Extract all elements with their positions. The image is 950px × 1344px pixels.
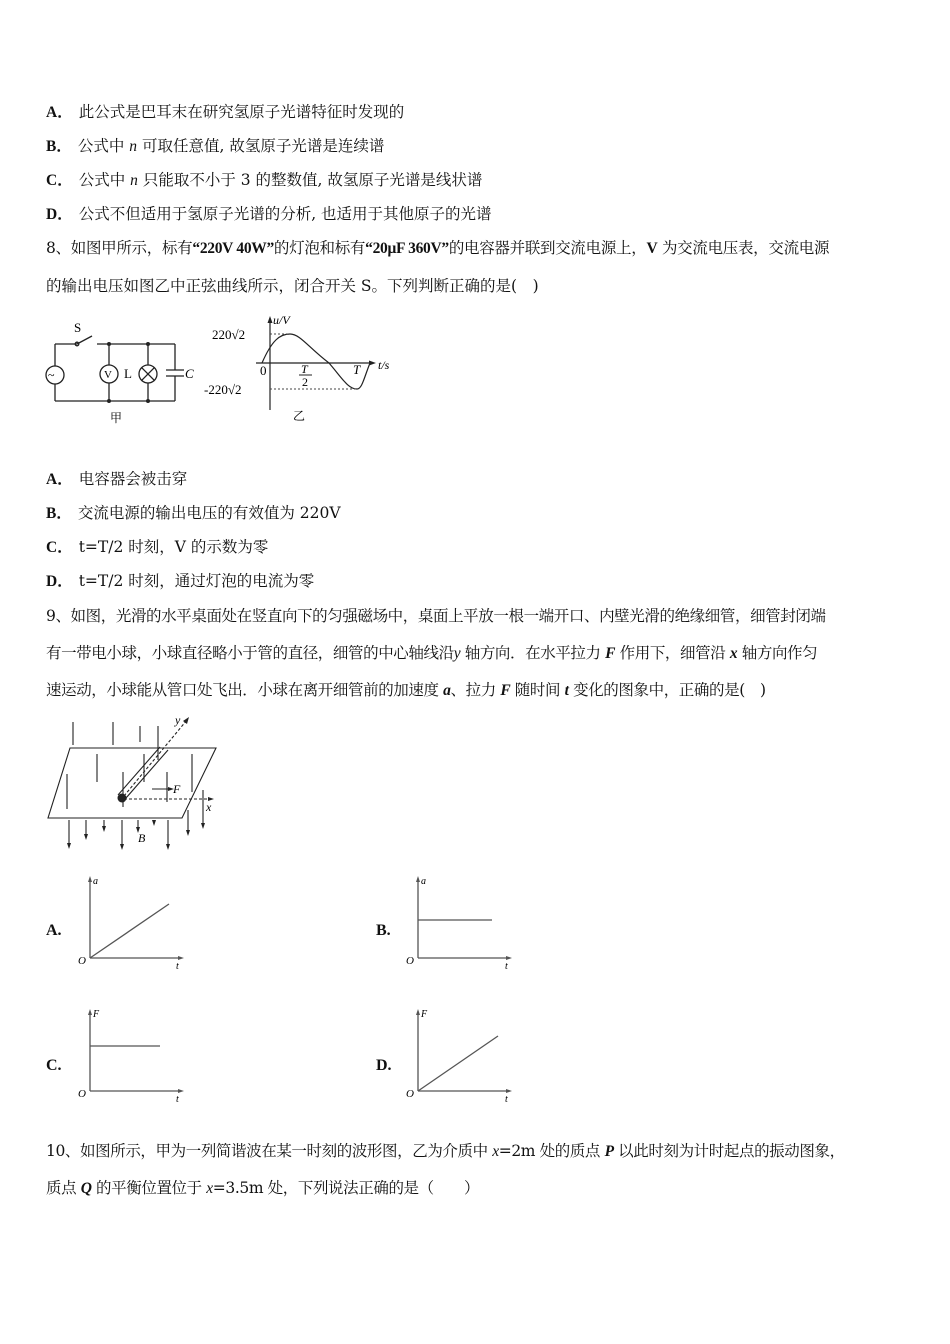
period-label: T bbox=[353, 362, 361, 377]
y-axis-label: F bbox=[93, 1009, 100, 1020]
half-period-numerator: T bbox=[301, 362, 308, 376]
min-voltage-label: -220√2 bbox=[204, 382, 242, 397]
stem-text: 随时间 bbox=[510, 681, 565, 699]
y-axis-label: a bbox=[93, 876, 98, 887]
stem-text: =3.5m 处，下列说法正确的是（ ） bbox=[212, 1179, 480, 1197]
variable-x: x bbox=[729, 645, 738, 662]
q9-stem-line1 bbox=[46, 606, 826, 626]
q7-option-a bbox=[46, 102, 404, 123]
y-axis-label: F bbox=[421, 1009, 428, 1020]
stem-text: 轴方向．在水平拉力 bbox=[460, 644, 606, 662]
option-key: B． bbox=[46, 138, 72, 155]
x-axis-label: t bbox=[505, 961, 508, 972]
figure-caption-jia: 甲 bbox=[110, 411, 123, 425]
q8-option-d bbox=[46, 571, 314, 592]
stem-text: 的电容器并联到交流电源上， bbox=[448, 239, 647, 257]
option-text: t=T/2 时刻，通过灯泡的电流为零 bbox=[78, 572, 315, 590]
stem-text: 、拉力 bbox=[450, 681, 501, 699]
option-text: 公式中 bbox=[77, 137, 130, 155]
q9-stem-line2 bbox=[46, 643, 817, 664]
voltmeter-icon: V bbox=[104, 369, 112, 381]
stem-text: 速运动，小球能从管口处飞出．小球在离开细管前的加速度 bbox=[46, 681, 444, 699]
force-label: F bbox=[173, 782, 181, 796]
half-period-denominator: 2 bbox=[302, 375, 308, 389]
stem-text: 为交流电压表，交流电源 bbox=[657, 239, 830, 257]
stem-text: 9、如图，光滑的水平桌面处在竖直向下的匀强磁场中，桌面上平放一根一端开口、内壁光滑的绝缘细管，细管封闭端 bbox=[46, 607, 826, 625]
stem-text: 以此时刻为计时起点的振动图象， bbox=[613, 1142, 845, 1160]
variable-P: P bbox=[604, 1143, 614, 1160]
q7-option-d bbox=[46, 204, 492, 225]
q8-option-b bbox=[46, 503, 341, 524]
q7-option-b bbox=[46, 136, 384, 157]
x-axis-label: x bbox=[206, 800, 212, 814]
option-text: 交流电源的输出电压的有效值为 220V bbox=[77, 504, 341, 522]
capacitor-label: C bbox=[185, 366, 194, 381]
y-axis-label: y bbox=[175, 713, 181, 727]
graph-option-b-key: B. bbox=[376, 922, 391, 939]
origin-label: O bbox=[78, 955, 86, 967]
graph-option-c-key: C. bbox=[46, 1057, 62, 1074]
origin-label: O bbox=[406, 1088, 414, 1100]
option-text: 公式中 bbox=[78, 171, 131, 189]
stem-text: “220V 40W” bbox=[192, 240, 274, 257]
stem-text: 的平衡位置位于 bbox=[91, 1179, 207, 1197]
graph-option-a-key: A. bbox=[46, 922, 62, 939]
origin-label: O bbox=[406, 955, 414, 967]
q8-circuit-diagram bbox=[40, 318, 200, 430]
figure-caption-yi: 乙 bbox=[293, 409, 306, 423]
stem-text: 变化的图象中，正确的是( ) bbox=[568, 681, 766, 699]
graph-option-d-key: D. bbox=[376, 1057, 392, 1074]
q8-option-a bbox=[46, 469, 187, 490]
variable-t: t bbox=[564, 682, 569, 699]
option-text: t=T/2 时刻，V 的示数为零 bbox=[78, 538, 269, 556]
graph-option-d bbox=[402, 1003, 522, 1108]
stem-text: 的灯泡和标有 bbox=[273, 239, 366, 257]
stem-text: 质点 bbox=[46, 1179, 81, 1197]
stem-text: =2m 处的质点 bbox=[498, 1142, 605, 1160]
q8-waveform-graph bbox=[200, 312, 400, 432]
q8-stem-line1 bbox=[46, 238, 829, 259]
q10-stem-line1 bbox=[46, 1141, 845, 1162]
stem-text: 10、如图所示，甲为一列简谐波在某一时刻的波形图，乙为介质中 bbox=[46, 1142, 493, 1160]
y-axis-label: u/V bbox=[273, 313, 290, 327]
field-label: B bbox=[138, 831, 146, 845]
variable-x: x bbox=[206, 1180, 213, 1197]
origin-label: 0 bbox=[260, 363, 267, 378]
x-axis-label: t bbox=[176, 961, 179, 972]
variable-F: F bbox=[605, 645, 616, 662]
option-text: 电容器会被击穿 bbox=[78, 470, 188, 488]
option-key: C． bbox=[46, 172, 73, 189]
graph-option-b bbox=[402, 870, 522, 975]
q7-option-c bbox=[46, 170, 482, 191]
variable-y: y bbox=[453, 645, 461, 662]
switch-label: S bbox=[74, 320, 82, 335]
stem-text: 有一带电小球，小球直径略小于管的直径，细管的中心轴线沿 bbox=[46, 644, 454, 662]
q10-stem-line2 bbox=[46, 1178, 479, 1199]
option-key: A． bbox=[46, 104, 73, 121]
x-axis-label: t bbox=[505, 1094, 508, 1105]
variable-n: n bbox=[130, 172, 138, 189]
option-key: D． bbox=[46, 573, 73, 590]
stem-text: “20μF 360V” bbox=[365, 240, 449, 257]
variable-Q: Q bbox=[80, 1180, 92, 1197]
variable-F: F bbox=[500, 682, 511, 699]
option-text: 只能取不小于 3 的整数值, 故氢原子光谱是线状谱 bbox=[137, 171, 483, 189]
stem-text: V bbox=[646, 240, 658, 257]
max-voltage-label: 220√2 bbox=[212, 327, 246, 342]
q9-magnetic-field-diagram bbox=[40, 712, 230, 860]
q8-option-c bbox=[46, 537, 268, 558]
origin-label: O bbox=[78, 1088, 86, 1100]
x-axis-label: t bbox=[176, 1094, 179, 1105]
y-axis-label: a bbox=[421, 876, 426, 887]
variable-a: a bbox=[443, 682, 451, 699]
option-key: A． bbox=[46, 471, 73, 488]
stem-text: 8、如图甲所示，标有 bbox=[46, 239, 193, 257]
variable-n: n bbox=[129, 138, 138, 155]
option-text: 可取任意值, 故氢原子光谱是连续谱 bbox=[137, 137, 385, 155]
ac-source-icon: ~ bbox=[48, 368, 55, 382]
option-text: 此公式是巴耳末在研究氢原子光谱特征时发现的 bbox=[78, 103, 405, 121]
stem-text: 作用下，细管沿 bbox=[615, 644, 730, 662]
variable-x: x bbox=[492, 1143, 499, 1160]
graph-option-c bbox=[72, 1003, 192, 1108]
option-key: B． bbox=[46, 505, 72, 522]
lamp-label: L bbox=[124, 366, 132, 381]
option-key: C． bbox=[46, 539, 73, 556]
x-axis-label: t/s bbox=[378, 358, 390, 372]
option-text: 公式不但适用于氢原子光谱的分析, 也适用于其他原子的光谱 bbox=[78, 205, 492, 223]
q9-stem-line3 bbox=[46, 680, 766, 701]
stem-text: 的输出电压如图乙中正弦曲线所示，闭合开关 S。下列判断正确的是( ) bbox=[46, 277, 539, 295]
q8-stem-line2 bbox=[46, 276, 539, 296]
graph-option-a bbox=[72, 870, 192, 975]
option-key: D． bbox=[46, 206, 73, 223]
stem-text: 轴方向作匀 bbox=[737, 644, 818, 662]
